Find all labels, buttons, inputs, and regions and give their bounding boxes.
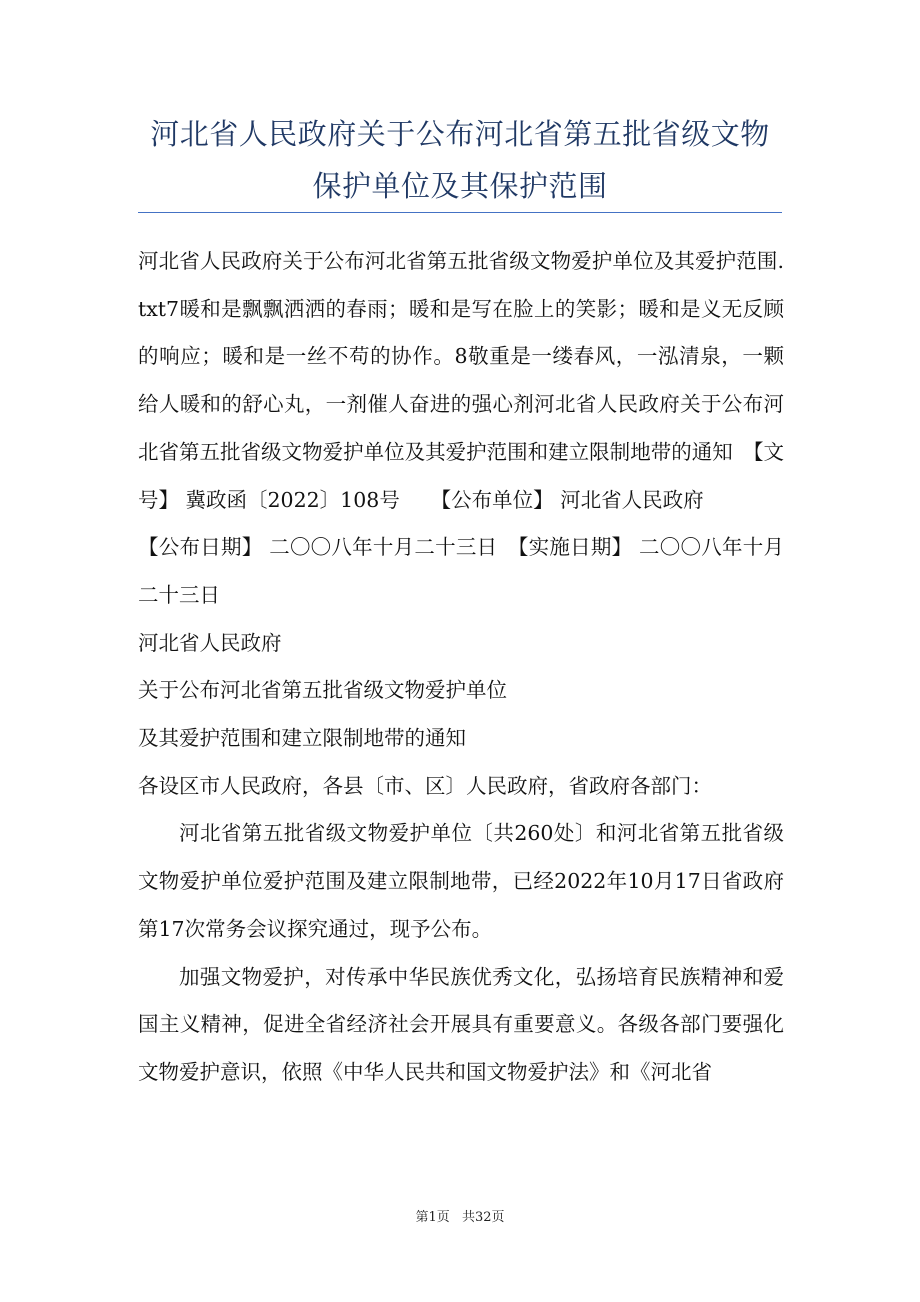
page-number: 第1页	[415, 1210, 450, 1225]
paragraph-intro: 河北省人民政府关于公布河北省第五批省级文物爱护单位及其爱护范围.txt7暖和是飘飘洒洒的春雨；暖和是写在脸上的笑影；暖和是义无反顾的响应；暖和是一丝不苟的协作。8敬重是一缕春风，一泓清泉，一颗给人暖和的舒心丸，一剂催人奋进的强心剂河北省人民政府关于公布河北省第五批省级文物爱护单位及其爱护范围和建立限制地带的通知 【文 号】 冀政函〔2022〕108号 【公布单位】 河北省人民政府	[138, 249, 805, 512]
paragraph-dates: 【公布日期】 二〇〇八年十月二十三日 【实施日期】 二〇〇八年十月二十三日	[138, 535, 784, 607]
title-divider	[138, 212, 782, 213]
page-total: 共32页	[461, 1210, 505, 1225]
document-body	[138, 238, 805, 1097]
paragraph-significance: 加强文物爱护，对传承中华民族优秀文化，弘扬培育民族精神和爱国主义精神，促进全省经济社会开展具有重要意义。各级各部门要强化文物爱护意识，依照《中华人民共和国文物爱护法》和《河北省	[138, 964, 784, 1084]
paragraph-notice-title-line2: 及其爱护范围和建立限制地带的通知	[138, 726, 466, 751]
paragraph-issuer: 河北省人民政府	[138, 630, 282, 655]
paragraph-announcement: 河北省第五批省级文物爱护单位〔共260处〕和河北省第五批省级文物爱护单位爱护范围及建立限制地带，已经2022年10月17日省政府第17次常务会议探究通过，现予公布。	[138, 821, 784, 941]
paragraph-addressees: 各设区市人民政府，各县〔市、区〕人民政府，省政府各部门：	[138, 773, 712, 798]
paragraph-notice-title-line1: 关于公布河北省第五批省级文物爱护单位	[138, 678, 507, 703]
document-title: 河北省人民政府关于公布河北省第五批省级文物保护单位及其保护范围	[150, 117, 770, 203]
page-footer	[0, 1206, 920, 1225]
